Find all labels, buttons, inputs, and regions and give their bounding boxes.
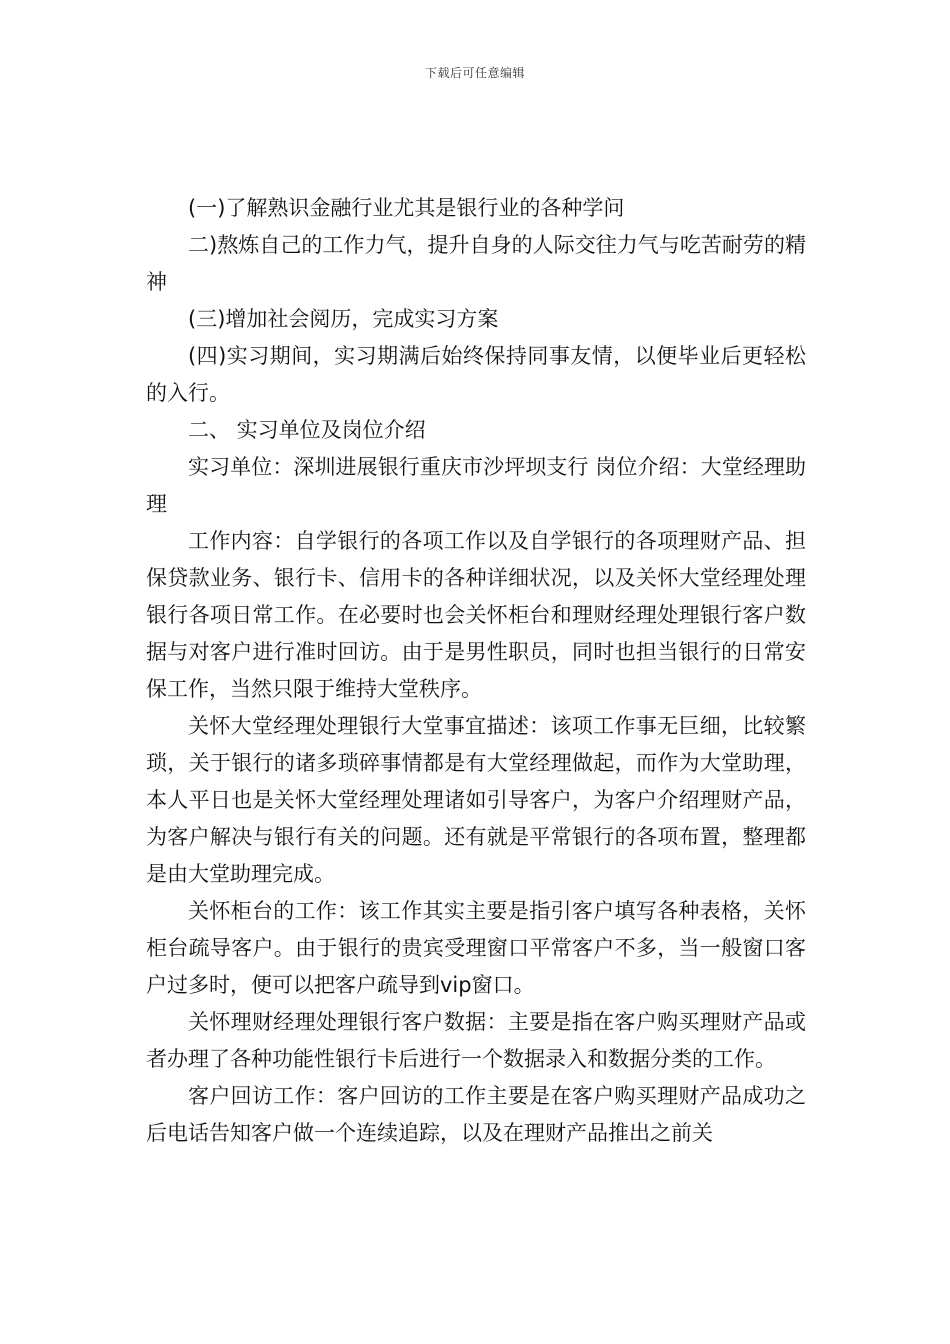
paragraph-counter-duty: 关怀柜台的工作：该工作其实主要是指引客户填写各种表格，关怀柜台疏导客户。由于银行的贵宾受理窗口平常客户不多，当一般窗口客户过多时，便可以把客户疏导到vip窗口。 <box>146 899 806 997</box>
paragraph-unit: 实习单位：深圳进展银行重庆市沙坪坝支行 岗位介绍：大堂经理助理 <box>146 455 806 516</box>
page-header: 下载后可任意编辑 <box>424 66 525 80</box>
paragraph-callback-duty: 客户回访工作：客户回访的工作主要是在客户购买理财产品成功之后电话告知客户做一个连续追踪，以及在理财产品推出之前关 <box>146 1084 806 1145</box>
paragraph-goal-1: (一)了解熟识金融行业尤其是银行业的各种学问 <box>188 196 625 220</box>
paragraph-lobby-duty: 关怀大堂经理处理银行大堂事宜描述：该项工作事无巨细，比较繁琐，关于银行的诸多琐碎事情都是有大堂经理做起，而作为大堂助理，本人平日也是关怀大堂经理处理诸如引导客户，为客户介绍理财产品，为客户解决与银行有关的问题。还有就是平常银行的各项布置，整理都是由大堂助理完成。 <box>146 714 806 886</box>
paragraph-goal-4: (四)实习期间，实习期满后始终保持同事友情，以便毕业后更轻松的入行。 <box>146 344 806 405</box>
paragraph-goal-2: 二)熬炼自己的工作力气，提升自身的人际交往力气与吃苦耐劳的精神 <box>146 233 806 294</box>
paragraph-goal-3: (三)增加社会阅历，完成实习方案 <box>188 307 499 331</box>
section-heading: 二、 实习单位及岗位介绍 <box>188 418 426 442</box>
paragraph-data-duty: 关怀理财经理处理银行客户数据：主要是指在客户购买理财产品或者办理了各种功能性银行卡后进行一个数据录入和数据分类的工作。 <box>146 1010 806 1071</box>
document-body <box>146 190 806 1152</box>
paragraph-work-content: 工作内容：自学银行的各项工作以及自学银行的各项理财产品、担保贷款业务、银行卡、信用卡的各种详细状况，以及关怀大堂经理处理银行各项日常工作。在必要时也会关怀柜台和理财经理处理银行客户数据与对客户进行准时回访。由于是男性职员，同时也担当银行的日常安保工作，当然只限于维持大堂秩序。 <box>146 529 806 701</box>
